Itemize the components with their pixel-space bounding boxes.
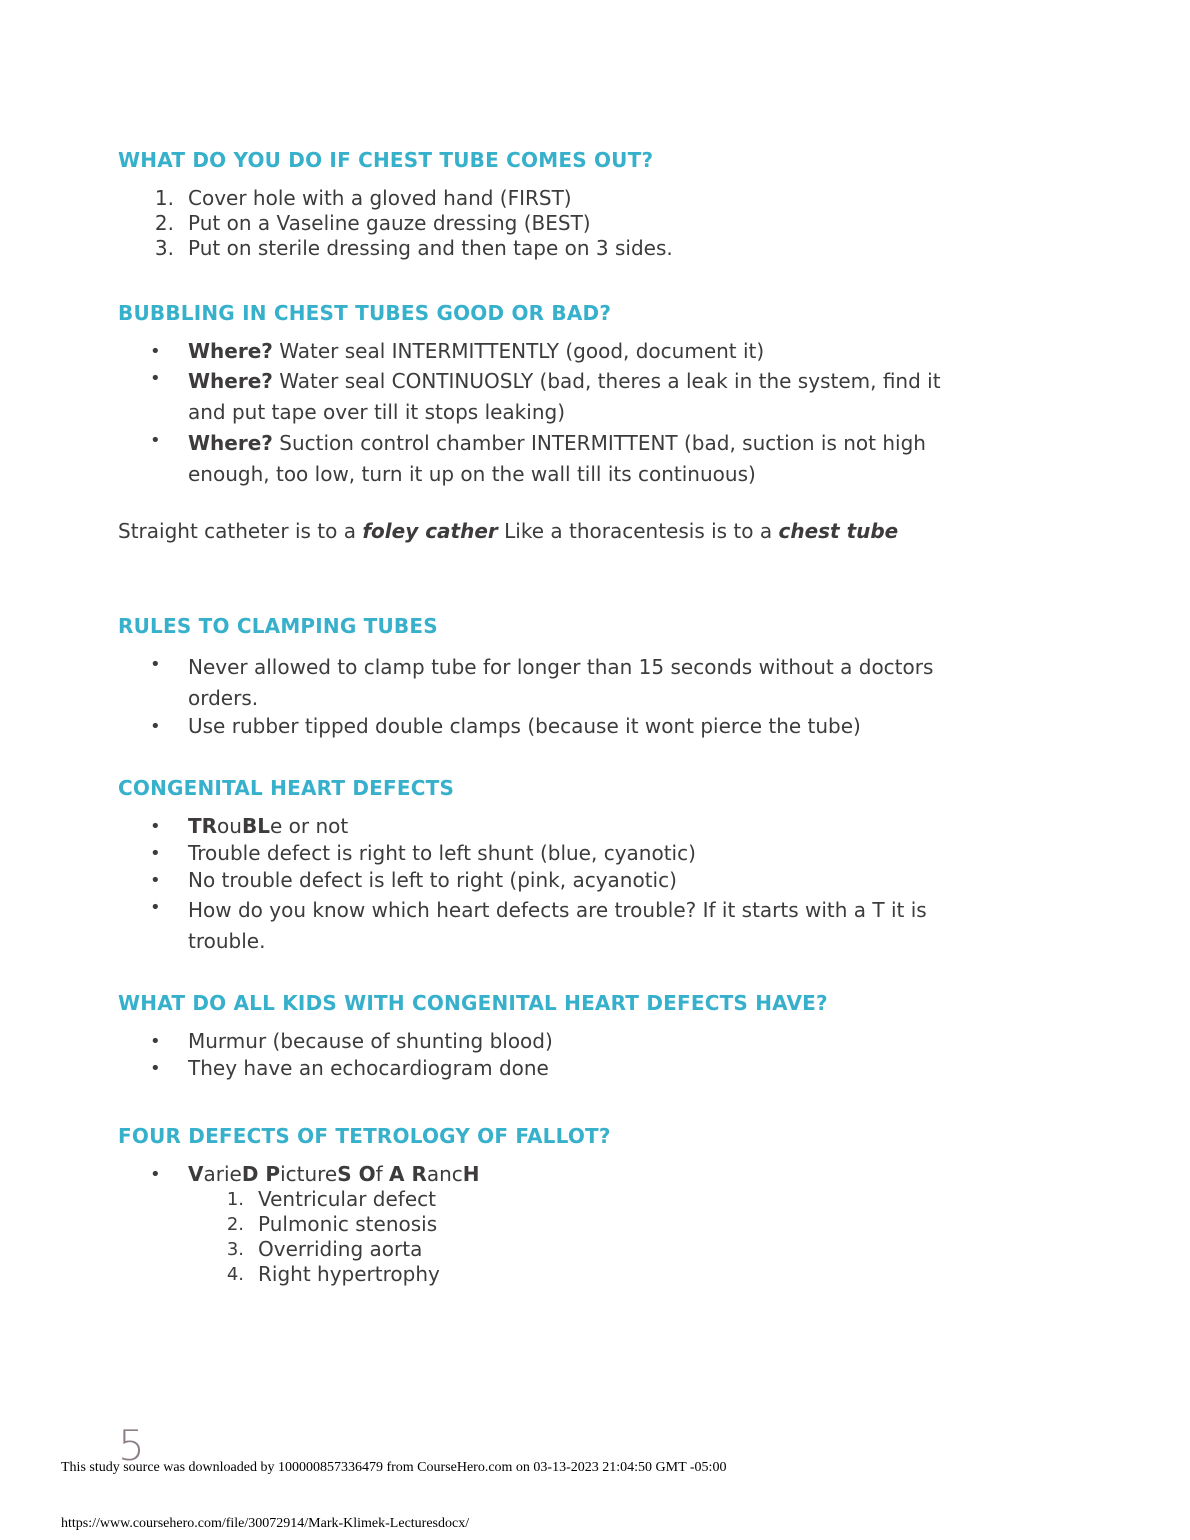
- label-bold: Where?: [188, 339, 273, 363]
- page-number: 5: [118, 1421, 145, 1470]
- bullet-list: [118, 339, 948, 490]
- list-item: [118, 366, 948, 428]
- list-item: [118, 1262, 948, 1287]
- mnemonic-bold: A R: [389, 1162, 427, 1186]
- bullet-icon: •: [150, 654, 161, 675]
- bullet-icon: •: [150, 816, 161, 837]
- section-heading: RULES TO CLAMPING TUBES: [118, 614, 438, 638]
- list-item: [118, 714, 948, 739]
- analogy-paragraph: [118, 517, 948, 546]
- list-item: [118, 1237, 948, 1262]
- mnemonic-text: icture: [280, 1162, 338, 1186]
- section-kids-have: [118, 991, 948, 1081]
- emphasis-text: chest tube: [778, 519, 899, 543]
- list-item-text: Suction control chamber INTERMITTENT (bad, suction is not high enough, too low, turn it up on the wall till its continuous): [188, 431, 926, 486]
- list-item: [118, 895, 948, 957]
- label-bold: Where?: [188, 369, 273, 393]
- download-notice: This study source was downloaded by 100000857336479 from CourseHero.com on 03-13-2023 21:04:50 GMT -05:00: [61, 1460, 727, 1475]
- list-item-text: Cover hole with a gloved hand (FIRST): [188, 186, 572, 210]
- list-item: [118, 236, 948, 261]
- list-number: 1.: [226, 1189, 244, 1210]
- list-item-text: Water seal CONTINUOSLY (bad, theres a leak in the system, find it and put tape over till it stops leaking): [188, 369, 941, 424]
- sub-numbered-list: [118, 1187, 948, 1287]
- mnemonic-bold: TR: [188, 814, 218, 838]
- list-item-text: No trouble defect is left to right (pink, acyanotic): [188, 868, 677, 892]
- mnemonic-text: arie: [203, 1162, 242, 1186]
- list-item-text: Pulmonic stenosis: [258, 1212, 438, 1236]
- bullet-icon: •: [150, 870, 161, 891]
- mnemonic-bold: D P: [241, 1162, 281, 1186]
- section-heading: WHAT DO YOU DO IF CHEST TUBE COMES OUT?: [118, 148, 654, 172]
- list-item: [118, 1056, 948, 1081]
- list-number: 3.: [226, 1239, 244, 1260]
- bullet-icon: •: [150, 430, 161, 451]
- numbered-list: [118, 186, 948, 261]
- bullet-icon: •: [150, 1058, 161, 1079]
- list-number: 4.: [226, 1264, 244, 1285]
- list-item-text: Put on a Vaseline gauze dressing (BEST): [188, 211, 591, 235]
- section-heading: WHAT DO ALL KIDS WITH CONGENITAL HEART DEFECTS HAVE?: [118, 991, 828, 1015]
- mnemonic-bold: H: [462, 1162, 480, 1186]
- bullet-list: [118, 1029, 948, 1081]
- list-number: 2.: [154, 211, 174, 235]
- list-item: [118, 1187, 948, 1212]
- list-item-text: Overriding aorta: [258, 1237, 423, 1261]
- mnemonic-text: f: [375, 1162, 390, 1186]
- list-item: [118, 339, 948, 364]
- list-item: [118, 428, 948, 490]
- list-item-text: Use rubber tipped double clamps (because it wont pierce the tube): [188, 714, 861, 738]
- mnemonic-bold: BL: [241, 814, 270, 838]
- list-item-text: Ventricular defect: [258, 1187, 436, 1211]
- list-item-text: They have an echocardiogram done: [188, 1056, 549, 1080]
- list-item-text: How do you know which heart defects are trouble? If it starts with a T it is trouble.: [188, 898, 927, 953]
- bullet-icon: •: [150, 1164, 161, 1185]
- section-heading: FOUR DEFECTS OF TETROLOGY OF FALLOT?: [118, 1124, 611, 1148]
- section-heading: BUBBLING IN CHEST TUBES GOOD OR BAD?: [118, 301, 612, 325]
- list-item: [118, 1212, 948, 1237]
- list-item: [118, 652, 948, 714]
- mnemonic-text: anc: [426, 1162, 463, 1186]
- bullet-icon: •: [150, 843, 161, 864]
- list-number: 2.: [226, 1214, 244, 1235]
- mnemonic-text: ou: [217, 814, 242, 838]
- mnemonic-text: e or not: [269, 814, 349, 838]
- list-item-text: Right hypertrophy: [258, 1262, 440, 1286]
- list-item-text: Never allowed to clamp tube for longer than 15 seconds without a doctors orders.: [188, 655, 934, 710]
- list-item: [118, 1029, 948, 1054]
- bullet-icon: •: [150, 716, 161, 737]
- bullet-icon: •: [150, 368, 161, 389]
- list-number: 3.: [154, 236, 174, 260]
- list-item: [118, 868, 948, 893]
- list-number: 1.: [154, 186, 174, 210]
- bullet-icon: •: [150, 897, 161, 918]
- mnemonic-bold: V: [188, 1162, 204, 1186]
- list-item: [118, 1162, 948, 1287]
- section-chest-tube-out: [118, 148, 948, 261]
- list-item-text: Put on sterile dressing and then tape on 3 sides.: [188, 236, 673, 260]
- bullet-icon: •: [150, 1031, 161, 1052]
- section-congenital: [118, 776, 948, 957]
- bullet-icon: •: [150, 341, 161, 362]
- source-url-link[interactable]: https://www.coursehero.com/file/30072914/Mark-Klimek-Lecturesdocx/: [61, 1516, 470, 1531]
- label-bold: Where?: [188, 431, 273, 455]
- emphasis-text: foley cather: [362, 519, 498, 543]
- list-item: [118, 814, 948, 839]
- mnemonic-bold: S O: [337, 1162, 376, 1186]
- list-item: [118, 211, 948, 236]
- section-heading: CONGENITAL HEART DEFECTS: [118, 776, 455, 800]
- bullet-list: [118, 652, 948, 739]
- paragraph-text: Like a thoracentesis is to a: [497, 519, 779, 543]
- bullet-list: [118, 1162, 948, 1287]
- section-clamping: [118, 614, 948, 739]
- paragraph: [118, 517, 948, 546]
- list-item-text: Water seal INTERMITTENTLY (good, document it): [272, 339, 765, 363]
- bullet-list: [118, 814, 948, 957]
- list-item-text: Murmur (because of shunting blood): [188, 1029, 553, 1053]
- list-item: [118, 841, 948, 866]
- paragraph-text: Straight catheter is to a: [118, 519, 363, 543]
- list-item: [118, 186, 948, 211]
- section-bubbling: [118, 301, 948, 490]
- list-item-text: Trouble defect is right to left shunt (blue, cyanotic): [188, 841, 696, 865]
- section-tetralogy: [118, 1124, 948, 1287]
